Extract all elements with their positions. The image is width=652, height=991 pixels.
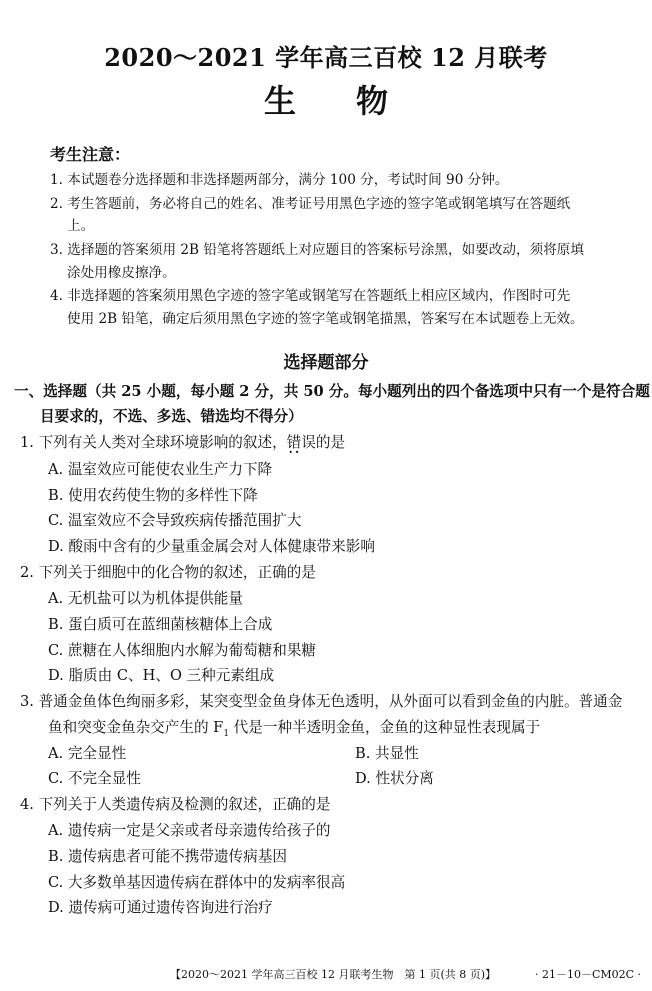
question-1-option-b: B. 使用农药使生物的多样性下降: [48, 487, 258, 504]
question-3-subscript: 1: [223, 728, 230, 739]
question-3-stem-cont-pre: 鱼和突变金鱼杂交产生的 F: [48, 719, 224, 736]
question-2-option-b: B. 蛋白质可在蓝细菌核糖体上合成: [48, 616, 273, 633]
question-1-stem: [20, 431, 345, 452]
section-title: 选择题部分: [283, 353, 369, 373]
question-1-stem-post: 的是: [315, 434, 346, 451]
question-3-option-b: B. 共显性: [355, 745, 419, 762]
question-1-option-c: C. 温室效应不会导致疾病传播范围扩大: [48, 512, 302, 529]
notice-item-2-cont: 上。: [67, 218, 95, 234]
question-3-stem: 3. 普通金鱼体色绚丽多彩，某突变型金鱼身体无色透明，从外面可以看到金鱼的内脏。普通金: [20, 693, 623, 710]
part-heading: 一、选择题（共 25 小题，每小题 2 分，共 50 分。每小题列出的四个备选项中只有一个是符合题: [14, 383, 650, 400]
part-heading-cont: 目要求的，不选、多选、错选均不得分）: [40, 408, 303, 425]
footer-code: · 21－10－CM02C ·: [535, 968, 642, 981]
notice-item-1: 1. 本试题卷分选择题和非选择题两部分，满分 100 分，考试时间 90 分钟。: [50, 172, 509, 188]
page-footer: 【2020～2021 学年高三百校 12 月联考生物 第 1 页(共 8 页)】: [170, 968, 497, 981]
question-2-option-a: A. 无机盐可以为机体提供能量: [48, 590, 243, 607]
question-2-option-d: D. 脂质由 C、H、O 三种元素组成: [48, 667, 275, 684]
notice-item-3-cont: 涂处用橡皮擦净。: [67, 265, 176, 281]
question-1-stem-pre: 1. 下列有关人类对全球环境影响的叙述，: [20, 434, 287, 451]
notice-item-4: 4. 非选择题的答案须用黑色字迹的签字笔或钢笔写在答题纸上相应区域内，作图时可先: [50, 288, 571, 304]
question-3-option-a: A. 完全显性: [48, 745, 127, 762]
notice-item-3: 3. 选择题的答案须用 2B 铅笔将答题纸上对应题目的答案标号涂黑，如要改动，须将原填: [50, 242, 584, 258]
question-1-option-d: D. 酸雨中含有的少量重金属会对人体健康带来影响: [48, 538, 375, 555]
exam-title: 2020～2021 学年高三百校 12 月联考: [104, 43, 548, 72]
question-3-stem-cont-post: 代是一种半透明金鱼，金鱼的这种显性表现属于: [229, 719, 541, 736]
question-4-option-c: C. 大多数单基因遗传病在群体中的发病率很高: [48, 874, 346, 891]
question-4-option-a: A. 遗传病一定是父亲或者母亲遗传给孩子的: [48, 822, 331, 839]
question-2-option-c: C. 蔗糖在人体细胞内水解为葡萄糖和果糖: [48, 642, 317, 659]
question-4-option-b: B. 遗传病患者可能不携带遗传病基因: [48, 848, 287, 865]
question-1-option-a: A. 温室效应可能使农业生产力下降: [48, 461, 273, 478]
notice-item-2: 2. 考生答题前，务必将自己的姓名、准考证号用黑色字迹的签字笔或钢笔填写在答题纸: [50, 196, 571, 212]
question-1-emphasis: 错误 · ·: [287, 434, 316, 451]
question-2-stem: 2. 下列关于细胞中的化合物的叙述，正确的是: [20, 564, 316, 581]
question-4-stem: 4. 下列关于人类遗传病及检测的叙述，正确的是: [20, 796, 331, 813]
question-3-option-d: D. 性状分离: [355, 770, 434, 787]
question-4-option-d: D. 遗传病可通过遗传咨询进行治疗: [48, 899, 273, 916]
question-3-stem-cont: [48, 716, 540, 739]
subject-title: 生物: [263, 82, 448, 120]
notice-heading: 考生注意：: [50, 145, 131, 164]
question-3-option-c: C. 不完全显性: [48, 770, 141, 787]
notice-item-4-cont: 使用 2B 铅笔，确定后须用黑色字迹的签字笔或钢笔描黑，答案写在本试题卷上无效。: [67, 311, 584, 327]
